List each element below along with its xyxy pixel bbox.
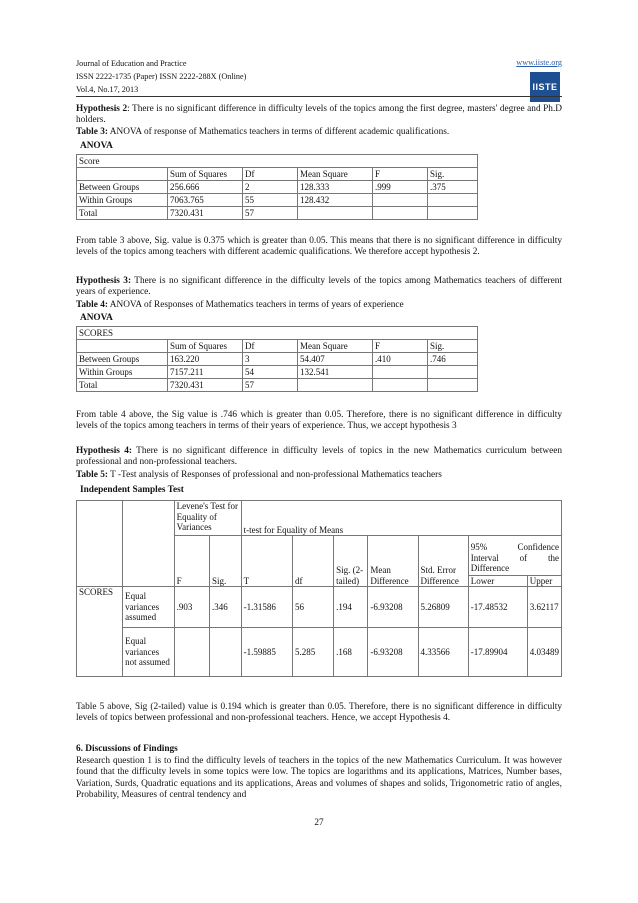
cell	[428, 207, 478, 220]
cell: -1.31586	[241, 587, 292, 628]
cell	[373, 366, 428, 379]
table-row	[77, 379, 478, 392]
blank-cell	[77, 501, 123, 587]
row-label: Total	[77, 207, 168, 220]
table-4	[76, 326, 478, 392]
ttest-header: t-test for Equality of Means	[241, 501, 561, 536]
col-header: F	[174, 536, 209, 587]
hypothesis-3-label: Hypothesis 3:	[76, 276, 132, 286]
ci-cells	[468, 587, 561, 628]
cell: 2	[243, 181, 298, 194]
col-header: Sig.	[428, 168, 478, 181]
col-header: F	[373, 168, 428, 181]
row-label: Total	[77, 379, 168, 392]
table-3-caption-text: ANOVA of response of Mathematics teachers in terms of different academic qualifications.	[107, 127, 450, 137]
cell: 54.407	[298, 353, 373, 366]
cell: 7320.431	[168, 379, 243, 392]
table-3-title: ANOVA	[80, 141, 113, 151]
blank-cell	[77, 340, 168, 353]
col-header: F	[373, 340, 428, 353]
cell	[373, 194, 428, 207]
hypothesis-2-text: : There is no significant difference in difficulty levels of the topics among the first degree, masters' degree and Ph.D holders.	[76, 104, 562, 126]
col-header: Sig.	[428, 340, 478, 353]
col-header: Lower	[469, 576, 528, 586]
cell: -6.93208	[368, 628, 418, 677]
journal-url-link[interactable]: www.iiste.org	[516, 58, 562, 67]
row-label: Equal variances not assumed	[123, 628, 175, 677]
col-header: Mean Square	[298, 168, 373, 181]
cell	[428, 194, 478, 207]
col-header: Mean Difference	[368, 536, 418, 587]
table-4-label: Table 4:	[76, 300, 108, 310]
table-header	[77, 168, 478, 181]
col-header: df	[292, 536, 333, 587]
ci-header: 95% Confidence Interval of the Difference	[470, 542, 559, 573]
cell: 54	[243, 366, 298, 379]
blank-cell	[123, 501, 175, 587]
cell	[174, 628, 209, 677]
table-header	[77, 340, 478, 353]
cell: 56	[292, 587, 333, 628]
hypothesis-2-label: Hypothesis 2	[76, 104, 128, 114]
cell	[428, 366, 478, 379]
row-label: Within Groups	[77, 366, 168, 379]
cell: .746	[428, 353, 478, 366]
row-label: Equal variances assumed	[123, 587, 175, 628]
cell: -1.59885	[241, 628, 292, 677]
cell: 7063.765	[168, 194, 243, 207]
cell: 132.541	[298, 366, 373, 379]
section-6-text: Research question 1 is to find the difficulty levels of teachers in the topics of the new Mathematics Curriculum. It was however found that the difficulty levels in some topics were low. The topics are logarithms and its applications, Matrices, Number bases, Variation, Surds, Quadratic equations and its applications, Areas and volumes of shapes and solids, Trigonometric ratio of angles, Probability, Measures of central tendency and	[76, 756, 562, 801]
table-row	[77, 366, 478, 379]
col-header: Df	[243, 168, 298, 181]
cell: 3	[243, 353, 298, 366]
table-5-discussion: Table 5 above, Sig (2-tailed) value is 0.194 which is greater than 0.05. Therefore, there is no significant difference in difficulty levels of topics between professional and non-professional teachers. Hence, we accept Hypothesis 4.	[76, 702, 562, 724]
table-5-title: Independent Samples Test	[80, 485, 184, 495]
cell: 128.333	[298, 181, 373, 194]
page-number: 27	[314, 818, 324, 828]
blank-cell	[77, 168, 168, 181]
cell	[428, 379, 478, 392]
table-row	[77, 181, 478, 194]
cell: 4.03489	[529, 647, 559, 657]
volume-line: Vol.4, No.17, 2013	[76, 85, 139, 94]
cell: .999	[373, 181, 428, 194]
table-3-caption	[76, 127, 562, 138]
cell: 57	[243, 207, 298, 220]
cell: 5.285	[292, 628, 333, 677]
row-label: Between Groups	[77, 353, 168, 366]
row-var-label: SCORES	[77, 587, 123, 677]
cell: 3.62117	[529, 602, 559, 612]
table-row	[77, 207, 478, 220]
hypothesis-3-text: There is no significant difference in the difficulty levels of the topics among Mathematics teachers of different years of experience.	[76, 276, 562, 298]
cell: 55	[243, 194, 298, 207]
issn-line: ISSN 2222-1735 (Paper) ISSN 2222-288X (Online)	[76, 72, 247, 81]
table-3-discussion: From table 3 above, Sig. value is 0.375 which is greater than 0.05. This means that there is no significant difference in difficulty levels of the topics among teachers with different academic qualifications. We therefore accept hypothesis 2.	[76, 236, 562, 258]
cell: 5.26809	[418, 587, 468, 628]
table-3	[76, 154, 478, 220]
cell	[373, 207, 428, 220]
section-6-heading: 6. Discussions of Findings	[76, 744, 178, 754]
table-row	[77, 628, 562, 677]
cell: .194	[334, 587, 368, 628]
col-header: Std. Error Difference	[418, 536, 468, 587]
cell	[298, 379, 373, 392]
cell: 7320.431	[168, 207, 243, 220]
table-row	[77, 194, 478, 207]
cell: 57	[243, 379, 298, 392]
table-row	[77, 587, 562, 628]
ci-cells	[468, 628, 561, 677]
col-header: Sig.	[209, 536, 241, 587]
ci-header-group	[468, 536, 561, 587]
levene-header: Levene's Test for Equality of Variances	[174, 501, 241, 536]
col-header: T	[241, 536, 292, 587]
table-row	[77, 353, 478, 366]
cell	[298, 207, 373, 220]
journal-name: Journal of Education and Practice	[76, 59, 187, 68]
iiste-logo: IISTE	[530, 72, 560, 102]
table-4-caption-text: ANOVA of Responses of Mathematics teachers in terms of years of experience	[107, 300, 404, 310]
cell: 7157.211	[168, 366, 243, 379]
hypothesis-4-text: There is no significant difference in difficulty levels of topics in the new Mathematics curriculum between professional and non-professional teachers.	[76, 446, 562, 468]
hypothesis-4	[76, 446, 562, 469]
row-label: Between Groups	[77, 181, 168, 194]
cell: .168	[334, 628, 368, 677]
table-4-discussion: From table 4 above, the Sig value is .746 which is greater than 0.05. Therefore, there is no significant difference in difficulty levels of the topics among teachers in terms of their years of experience. Thus, we accept hypothesis 3	[76, 410, 562, 432]
table-3-sub: Score	[77, 155, 478, 168]
cell: .410	[373, 353, 428, 366]
hypothesis-2	[76, 104, 562, 127]
row-label: Within Groups	[77, 194, 168, 207]
col-header: Mean Square	[298, 340, 373, 353]
cell: .346	[209, 587, 241, 628]
hypothesis-4-label: Hypothesis 4:	[76, 446, 132, 456]
table-5-caption-text: T -Test analysis of Responses of professional and non-professional Mathematics teachers	[107, 470, 442, 480]
hypothesis-3	[76, 276, 562, 299]
cell: 4.33566	[418, 628, 468, 677]
table-5	[76, 500, 562, 677]
col-header: Upper	[529, 576, 553, 586]
cell	[373, 379, 428, 392]
table-4-sub: SCORES	[77, 327, 478, 340]
cell	[209, 628, 241, 677]
cell: .375	[428, 181, 478, 194]
table-4-title: ANOVA	[80, 313, 113, 323]
cell: -6.93208	[368, 587, 418, 628]
cell: 163.220	[168, 353, 243, 366]
col-header: Df	[243, 340, 298, 353]
col-header: Sig. (2-tailed)	[334, 536, 368, 587]
table-5-caption	[76, 470, 562, 481]
table-5-label: Table 5:	[76, 470, 108, 480]
cell: .903	[174, 587, 209, 628]
header-divider	[76, 96, 562, 97]
cell: 256.666	[168, 181, 243, 194]
cell: 128.432	[298, 194, 373, 207]
cell: -17.89904	[469, 628, 528, 676]
cell: -17.48532	[469, 587, 528, 627]
col-header: Sum of Squares	[168, 340, 243, 353]
col-header: Sum of Squares	[168, 168, 243, 181]
table-4-caption	[76, 300, 562, 311]
table-3-label: Table 3:	[76, 127, 108, 137]
